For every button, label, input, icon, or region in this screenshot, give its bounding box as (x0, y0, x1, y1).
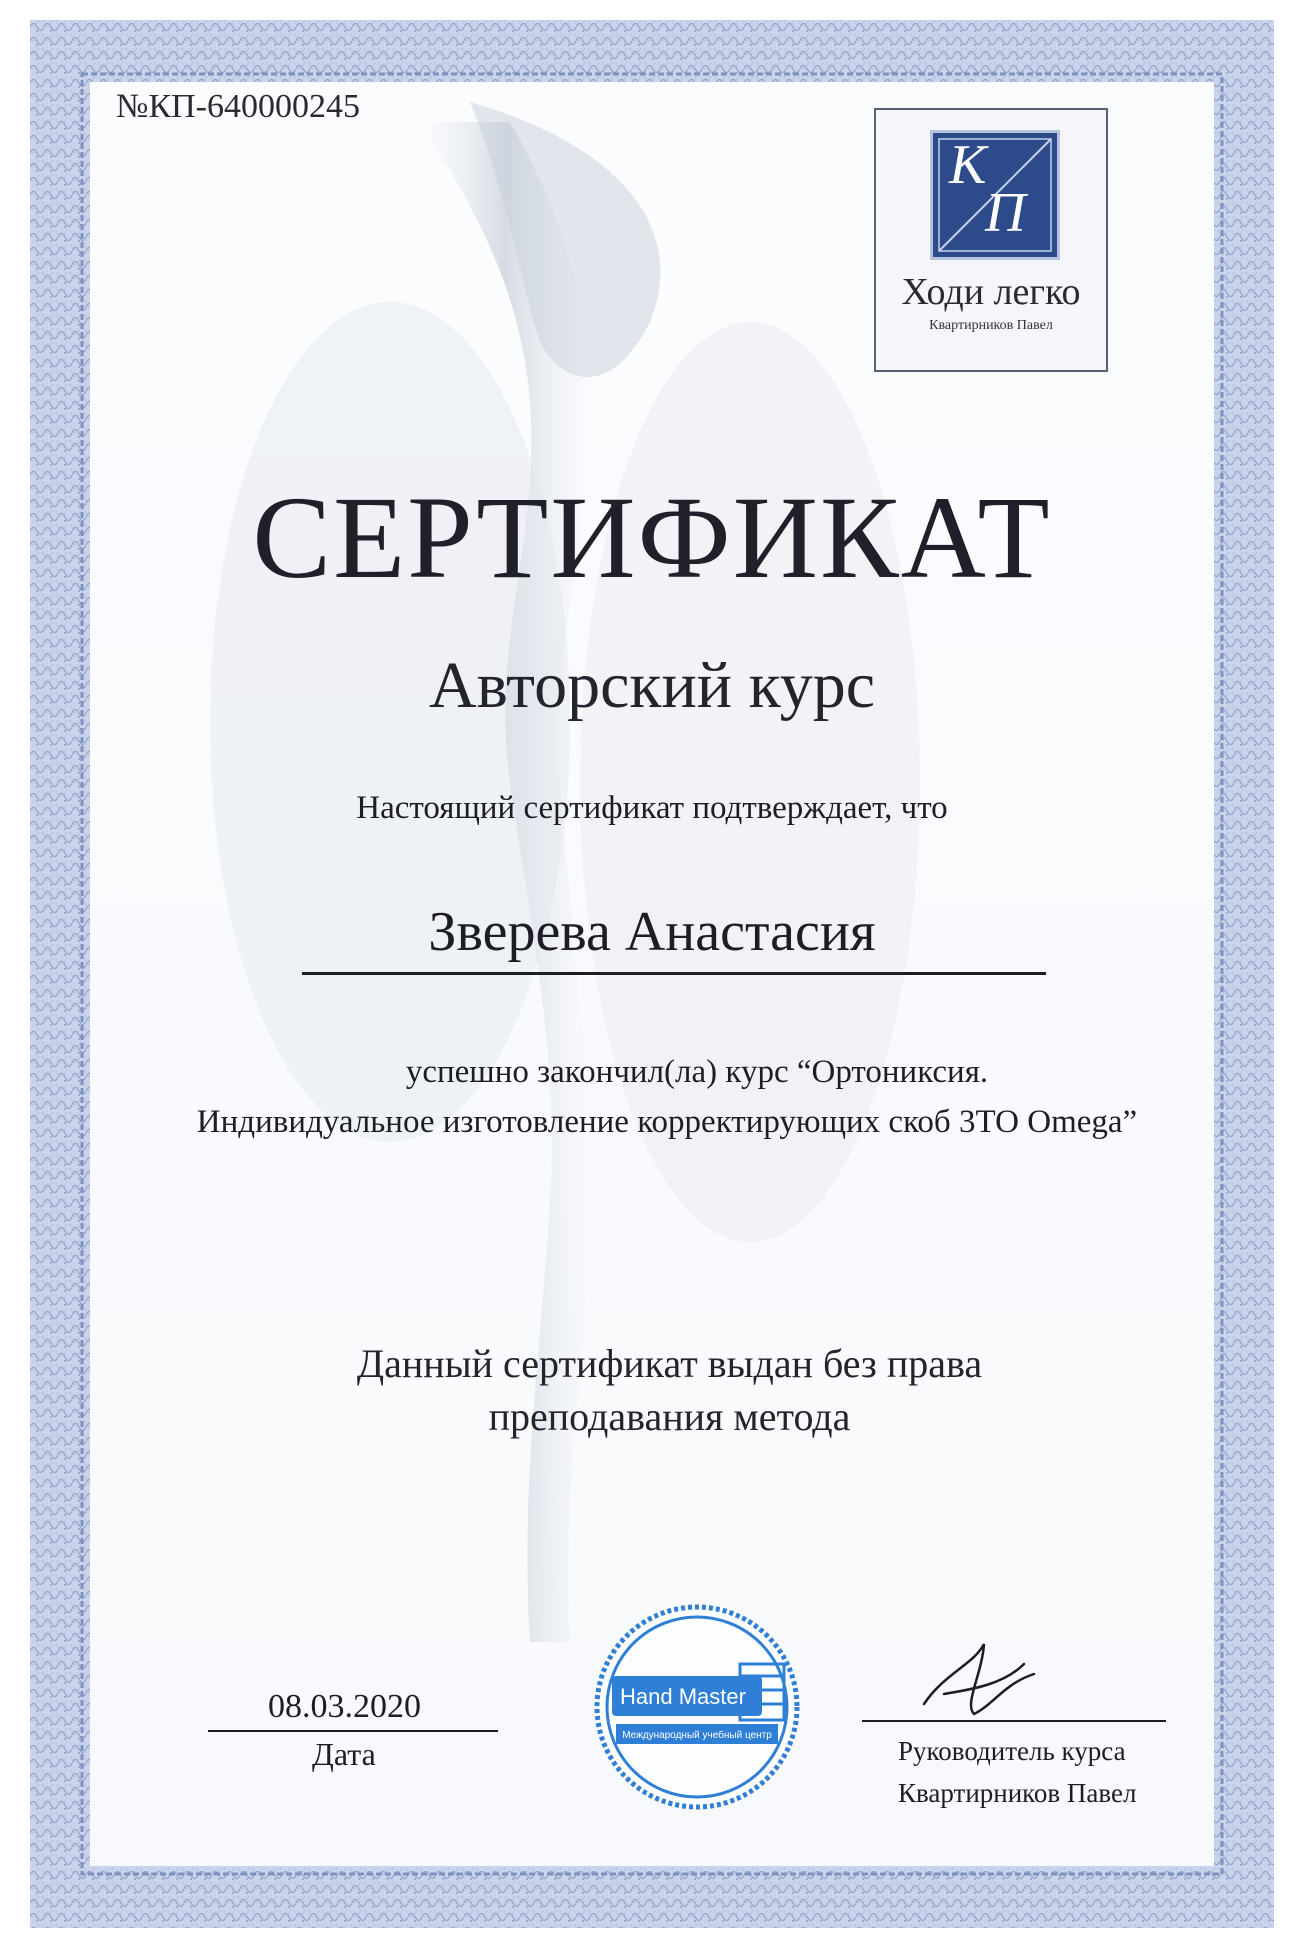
date-underline (208, 1730, 498, 1732)
seal-caption: Международный учебный центр (622, 1730, 772, 1741)
certificate-subtitle: Авторский курс (428, 649, 876, 722)
monogram-badge (930, 130, 1060, 260)
issue-date: 08.03.2020 (268, 1688, 421, 1725)
notice-line-1: Данный сертификат выдан без права (356, 1341, 983, 1386)
student-name: Зверева Анастасия (428, 901, 876, 963)
certificate-title: СЕРТИФИКАТ (252, 472, 1052, 603)
certificate-number: №КП-640000245 (116, 88, 360, 125)
course-head-role: Руководитель курса (898, 1736, 1126, 1766)
name-underline (302, 972, 1046, 975)
brand-logo (874, 108, 1108, 372)
logo-title: Ходи легко (901, 271, 1081, 313)
course-line-1: успешно закончил(ла) курс “Ортониксия. (405, 1054, 989, 1090)
notice-line-2: преподавания метода (488, 1394, 851, 1439)
hand-master-seal (590, 1600, 804, 1814)
monogram-bottom-letter: П (985, 182, 1026, 244)
course-head-name: Квартирников Павел (898, 1778, 1137, 1808)
date-label: Дата (312, 1736, 376, 1772)
course-line-2: Индивидуальное изготовление корректирующих скоб 3ТО Omega” (196, 1104, 1138, 1140)
monogram-top-letter: К (949, 134, 987, 196)
signature-underline (862, 1720, 1166, 1722)
handwritten-signature (914, 1634, 1044, 1724)
logo-subtitle: Квартирников Павел (929, 318, 1053, 333)
seal-brand: Hand Master (620, 1684, 746, 1709)
confirmation-text: Настоящий сертификат подтверждает, что (356, 790, 948, 826)
